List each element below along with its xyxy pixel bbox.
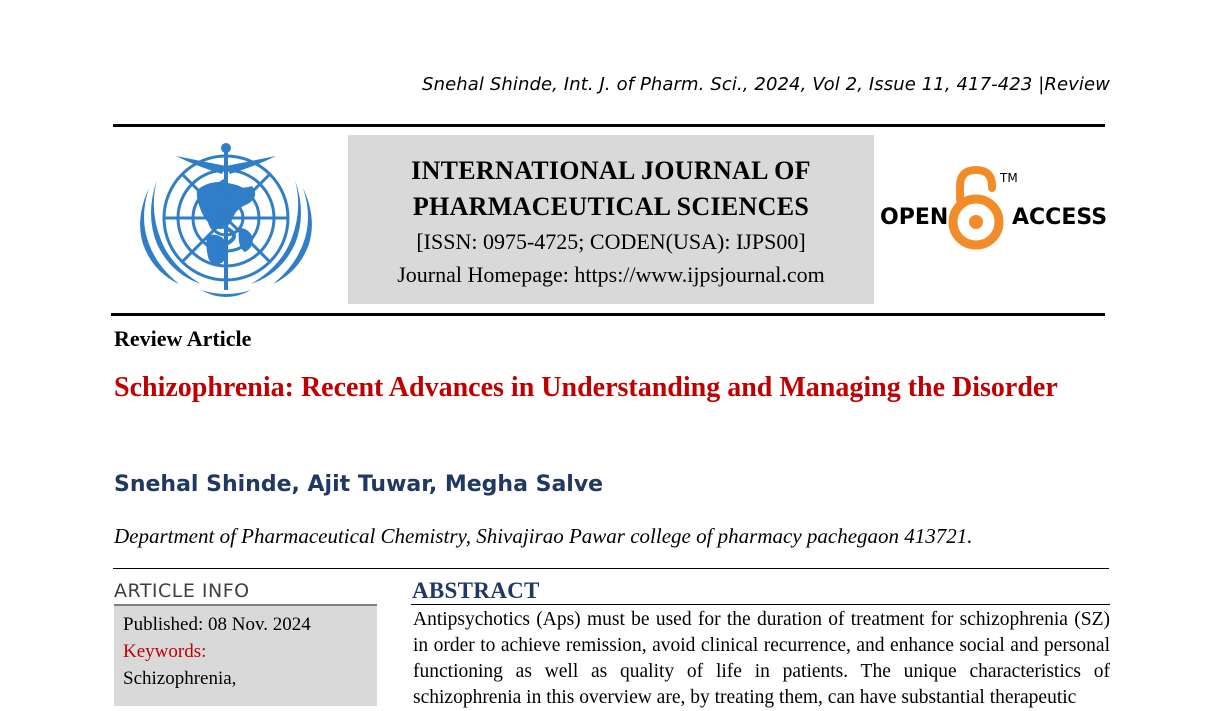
journal-title-line-2: PHARMACEUTICAL SCIENCES: [412, 192, 810, 221]
section-divider: [113, 568, 1109, 569]
journal-title: [348, 153, 874, 225]
open-access-tm: TM: [1000, 171, 1018, 185]
open-access-lock-icon: [953, 170, 999, 245]
header-rule-top: [113, 124, 1105, 127]
journal-emblem-icon: [127, 140, 325, 306]
header-rule-bottom: [111, 313, 1105, 316]
article-info-box: [114, 604, 377, 706]
journal-issn: [ISSN: 0975-4725; CODEN(USA): IJPS00]: [416, 229, 806, 254]
journal-masthead: [348, 135, 874, 304]
author-list: Snehal Shinde, Ajit Tuwar, Megha Salve: [114, 472, 604, 497]
open-access-left-text: OPEN: [880, 205, 949, 230]
article-title: Schizophrenia: Recent Advances in Understanding and Managing the Disorder: [114, 372, 1058, 403]
abstract-heading: ABSTRACT: [412, 578, 540, 603]
open-access-right-text: ACCESS: [1012, 205, 1108, 230]
journal-homepage[interactable]: Journal Homepage: https://www.ijpsjournal.com: [397, 262, 825, 287]
abstract-body: Antipsychotics (Aps) must be used for the duration of treatment for schizophrenia (SZ) in order to achieve remission, avoid clinical recurrence, and enhance social and personal functioning as well as quality of life in patients. The unique characteristics of schizophrenia in this overview are, by treating them, can have substantial therapeutic: [413, 609, 1110, 708]
article-info-heading: ARTICLE INFO: [114, 580, 250, 602]
affiliation: Department of Pharmaceutical Chemistry, Shivajirao Pawar college of pharmacy pachegaon 413721.: [114, 524, 973, 548]
article-type: Review Article: [114, 326, 252, 351]
published-date: Published: 08 Nov. 2024: [123, 614, 311, 635]
keyword-item: Schizophrenia,: [123, 668, 237, 689]
running-head: Snehal Shinde, Int. J. of Pharm. Sci., 2024, Vol 2, Issue 11, 417-423 |Review: [422, 74, 1110, 95]
journal-title-line-1: INTERNATIONAL JOURNAL OF: [411, 156, 811, 185]
keywords-label: Keywords:: [123, 641, 207, 662]
abstract-rule: [411, 604, 1110, 605]
open-access-logo: [878, 164, 1108, 256]
